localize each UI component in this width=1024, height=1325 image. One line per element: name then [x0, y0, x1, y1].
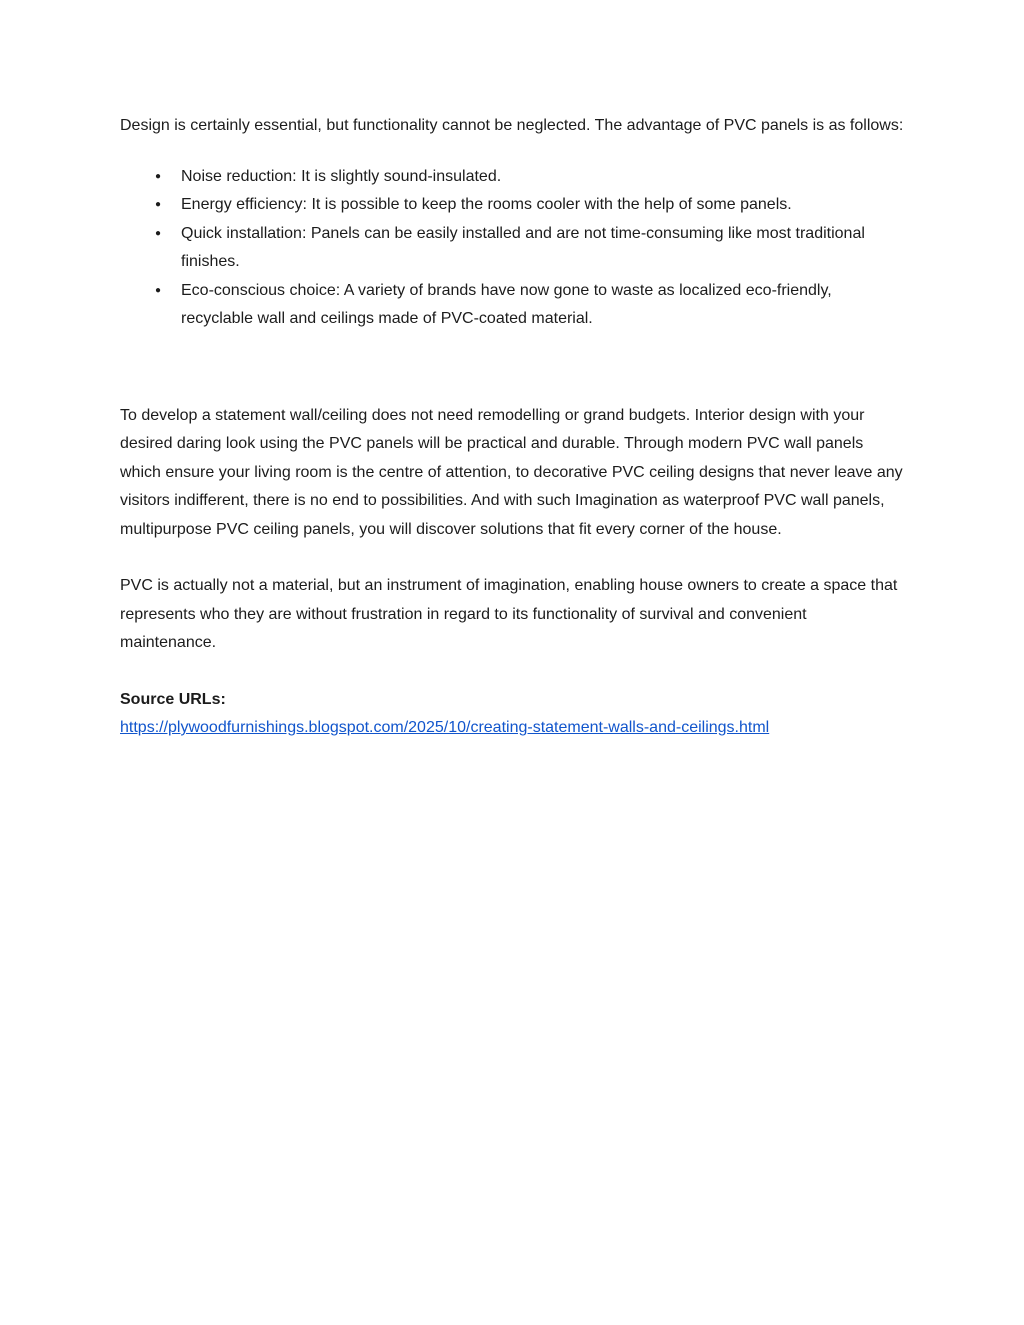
list-item: [155, 220, 906, 277]
list-item: [155, 191, 906, 220]
body-paragraph-2: PVC is actually not a material, but an instrument of imagination, enabling house owners to create a space that represents who they are without frustration in regard to its functionality of survival and convenient maintenance.: [120, 577, 898, 651]
body-paragraph-1: To develop a statement wall/ceiling does not need remodelling or grand budgets. Interior design with your desired daring look using the PVC panels will be practical and durable. Through modern PVC wall panels which ensure your living room is the centre of attention, to decorative PVC ceiling designs that never leave any visitors indifferent, there is no end to possibilities. And with such Imagination as waterproof PVC wall panels, multipurpose PVC ceiling panels, you will discover solutions that fit every corner of the house.: [120, 406, 903, 538]
bullet-icon: ●: [155, 199, 162, 210]
list-item-text: Quick installation: Panels can be easily installed and are not time-consuming like most traditional finishes.: [181, 224, 865, 270]
list-item-text: Energy efficiency: It is possible to keep the rooms cooler with the help of some panels.: [181, 196, 792, 213]
source-link[interactable]: https://plywoodfurnishings.blogspot.com/2025/10/creating-statement-walls-and-ceilings.html: [120, 719, 770, 736]
bullet-icon: ●: [155, 284, 162, 296]
list-item-text: Noise reduction: It is slightly sound-insulated.: [181, 167, 502, 185]
source-link-line: [120, 714, 906, 743]
source-urls-heading: Source URLs:: [120, 690, 226, 708]
intro-paragraph: Design is certainly essential, but functionality cannot be neglected. The advantage of PVC panels is as follows:: [120, 117, 904, 134]
advantages-list: [120, 163, 906, 334]
bullet-icon: ●: [155, 227, 162, 239]
bullet-icon: ●: [155, 170, 162, 182]
list-item-text: Eco-conscious choice: A variety of brands have now gone to waste as localized eco-friendly, recyclable wall and ceilings made of PVC-coated material.: [181, 281, 832, 327]
list-item: [155, 163, 906, 192]
list-item: [155, 277, 906, 334]
